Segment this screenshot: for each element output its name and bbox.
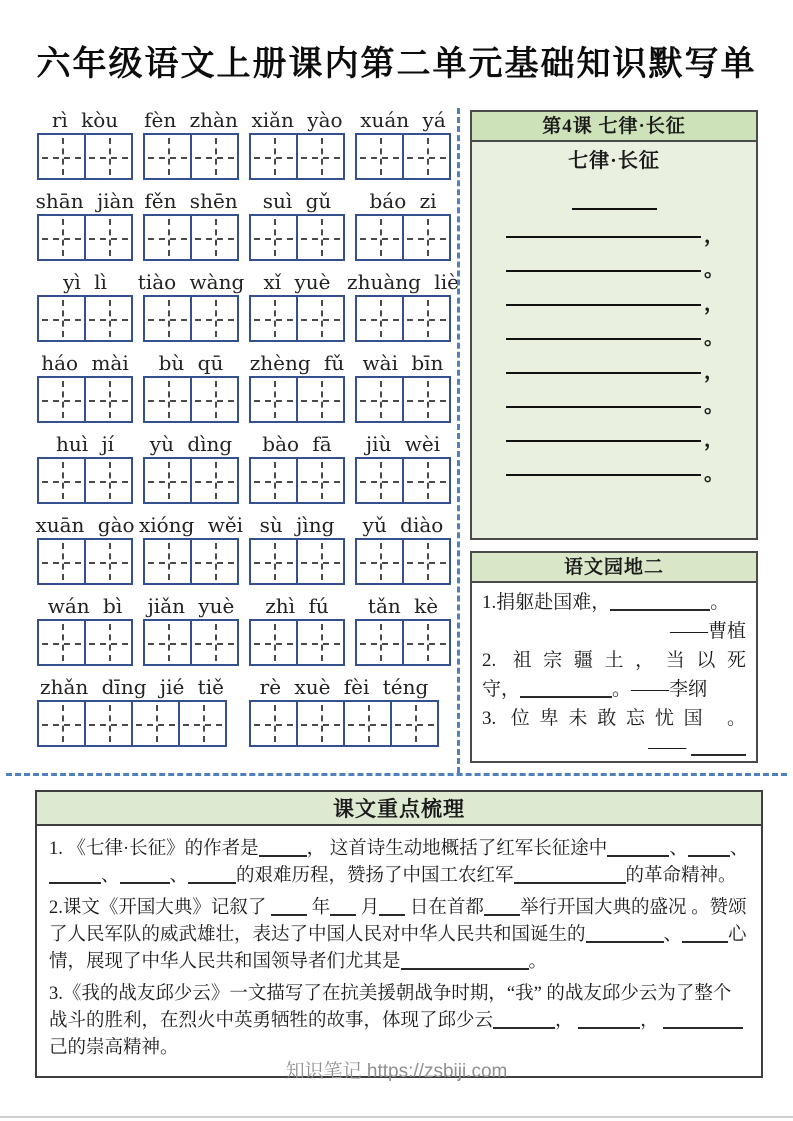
garden-line xyxy=(482,617,746,646)
poem-blank xyxy=(506,474,701,476)
text-run: 、 xyxy=(101,866,120,886)
text-run: 月 xyxy=(356,898,380,918)
text-run: 。——李纲 xyxy=(612,679,708,700)
tianzige-cell xyxy=(145,135,192,178)
page-bottom-edge xyxy=(0,1116,793,1118)
pinyin-word-block xyxy=(143,432,239,504)
writing-grid xyxy=(143,214,239,261)
tianzige-cell xyxy=(357,540,404,583)
pinyin-word-block xyxy=(249,675,439,747)
fill-in-blank xyxy=(586,926,664,943)
tianzige-cell xyxy=(192,459,237,502)
fill-in-blank xyxy=(607,840,669,857)
fill-in-blank xyxy=(401,953,529,970)
text-run: 2. 祖宗疆土，当以死 xyxy=(482,650,746,671)
pinyin-word-block xyxy=(249,189,345,261)
pinyin-label: rì kòu xyxy=(51,108,119,132)
poem-blank xyxy=(506,338,701,340)
text-run: 。 xyxy=(528,952,548,972)
pinyin-row xyxy=(37,270,459,342)
fill-in-blank xyxy=(688,840,730,857)
poem-punctuation: 。 xyxy=(704,463,724,485)
tianzige-cell xyxy=(357,459,404,502)
text-run: 2.课文《开国大典》记叙了 xyxy=(49,898,272,918)
pinyin-word-block xyxy=(37,351,133,423)
text-run: 、 xyxy=(669,839,688,859)
tianzige-cell xyxy=(39,540,86,583)
pinyin-row xyxy=(37,189,451,261)
pinyin-word-block xyxy=(355,351,451,423)
tianzige-cell xyxy=(251,297,298,340)
tianzige-cell xyxy=(39,216,86,259)
pinyin-row xyxy=(37,594,451,666)
summary-panel xyxy=(35,790,763,1078)
poem-author-blank xyxy=(572,194,657,210)
poem-punctuation: 。 xyxy=(704,327,724,349)
pinyin-label: yì lì xyxy=(63,270,107,294)
pinyin-word-block xyxy=(143,189,239,261)
tianzige-cell xyxy=(192,135,237,178)
garden-panel-header: 语文园地二 xyxy=(472,553,756,583)
text-run: 3. 位卑未敢忘忧国 。 xyxy=(482,708,746,729)
text-run: 、 xyxy=(663,925,683,945)
poem-blank xyxy=(506,372,701,374)
writing-grid xyxy=(143,133,239,180)
pinyin-label: huì jí xyxy=(55,432,115,456)
text-run: ， xyxy=(555,1011,579,1031)
text-run: 己的崇高精神。 xyxy=(49,1038,179,1058)
pinyin-row xyxy=(37,108,451,180)
tianzige-cell xyxy=(298,297,343,340)
pinyin-label: xǐ yuè xyxy=(263,270,331,294)
tianzige-cell xyxy=(86,297,131,340)
pinyin-word-block xyxy=(347,270,459,342)
writing-grid xyxy=(355,295,451,342)
tianzige-cell xyxy=(39,459,86,502)
poem-line xyxy=(472,346,756,383)
tianzige-cell xyxy=(39,621,86,664)
writing-grid xyxy=(143,619,239,666)
writing-grid xyxy=(143,376,239,423)
text-run: 1.捐躯赴国难， xyxy=(482,592,611,613)
pinyin-word-block xyxy=(37,432,133,504)
writing-grid xyxy=(143,457,239,504)
tianzige-cell xyxy=(86,378,131,421)
tianzige-cell xyxy=(298,378,343,421)
poem-line xyxy=(472,380,756,417)
tianzige-cell xyxy=(86,621,131,664)
garden-body xyxy=(472,583,756,762)
pinyin-label: tǎn kè xyxy=(367,594,439,618)
pinyin-label: háo mài xyxy=(41,351,129,375)
garden-line xyxy=(482,733,746,762)
text-run: 3.《我的战友邱少云》一文描写了在抗美援朝战争时期，“我” 的战友邱少云为了整个战斗的胜利，在烈火中英勇牺牲的故事，体现了邱少云 xyxy=(49,984,732,1031)
summary-paragraph xyxy=(49,895,749,976)
pinyin-label: zhèng fǔ xyxy=(249,351,345,375)
pinyin-word-block xyxy=(355,189,451,261)
summary-panel-header: 课文重点梳理 xyxy=(37,792,761,826)
tianzige-cell xyxy=(404,378,449,421)
fill-in-blank xyxy=(120,867,170,884)
tianzige-cell xyxy=(298,216,343,259)
text-run: 心情，展现了中华人民共和国领导者们尤其是 xyxy=(49,925,747,972)
poem-blank xyxy=(506,236,701,238)
lesson4-panel xyxy=(470,110,758,540)
lesson4-panel-header: 第4课 七律·长征 xyxy=(472,112,756,142)
tianzige-cell xyxy=(180,702,225,745)
pinyin-label: yù dìng xyxy=(149,432,233,456)
text-run: 、 xyxy=(729,839,749,859)
pinyin-word-block xyxy=(355,594,451,666)
tianzige-cell xyxy=(145,540,192,583)
poem-line xyxy=(472,414,756,451)
pinyin-label: zhì fú xyxy=(265,594,329,618)
writing-grid xyxy=(249,700,439,747)
pinyin-label: wán bì xyxy=(47,594,123,618)
tianzige-cell xyxy=(357,135,404,178)
tianzige-cell xyxy=(86,216,131,259)
pinyin-label: suì gǔ xyxy=(262,189,332,213)
tianzige-cell xyxy=(357,378,404,421)
poem-blank xyxy=(506,440,701,442)
pinyin-label: jiǎn yuè xyxy=(147,594,235,618)
tianzige-cell xyxy=(145,297,192,340)
text-run: ——曹植 xyxy=(669,621,746,642)
tianzige-cell xyxy=(404,297,449,340)
pinyin-word-block xyxy=(37,675,227,747)
garden-line xyxy=(482,588,746,617)
pinyin-label: xuān gào xyxy=(35,513,135,537)
tianzige-cell xyxy=(145,216,192,259)
poem-line xyxy=(472,244,756,281)
tianzige-cell xyxy=(298,459,343,502)
tianzige-cell xyxy=(145,378,192,421)
poem-punctuation: ， xyxy=(704,429,724,451)
tianzige-cell xyxy=(39,135,86,178)
footer-watermark: 知识笔记 https://zsbiji.com xyxy=(285,1061,508,1082)
poem-blank xyxy=(506,406,701,408)
writing-grid xyxy=(355,133,451,180)
writing-grid xyxy=(355,619,451,666)
tianzige-cell xyxy=(145,459,192,502)
pinyin-label: zhuàng liè xyxy=(347,270,459,294)
pinyin-label: shān jiàn xyxy=(35,189,135,213)
writing-grid xyxy=(37,538,133,585)
tianzige-cell xyxy=(404,135,449,178)
tianzige-cell xyxy=(86,702,133,745)
pinyin-label: báo zi xyxy=(369,189,437,213)
tianzige-cell xyxy=(251,621,298,664)
pinyin-label: fěn shēn xyxy=(144,189,238,213)
poem-punctuation: 。 xyxy=(704,395,724,417)
pinyin-word-block xyxy=(138,513,244,585)
tianzige-cell xyxy=(251,702,298,745)
garden-line xyxy=(482,704,746,733)
writing-grid xyxy=(143,295,239,342)
text-run: 、 xyxy=(169,866,189,886)
writing-grid xyxy=(37,133,133,180)
writing-grid xyxy=(37,457,133,504)
pinyin-row xyxy=(37,513,451,585)
horizontal-dashed-divider xyxy=(6,773,787,776)
tianzige-cell xyxy=(298,135,343,178)
pinyin-label: xuán yá xyxy=(360,108,446,132)
pinyin-word-block xyxy=(249,513,345,585)
fill-in-blank xyxy=(493,1012,555,1029)
writing-grid xyxy=(355,457,451,504)
pinyin-row xyxy=(37,432,451,504)
pinyin-word-block xyxy=(355,513,451,585)
writing-grid xyxy=(249,295,345,342)
tianzige-cell xyxy=(192,621,237,664)
pinyin-word-block xyxy=(37,270,133,342)
pinyin-word-block xyxy=(37,108,133,180)
tianzige-cell xyxy=(133,702,180,745)
summary-paragraph xyxy=(49,981,749,1062)
fill-in-blank xyxy=(188,867,236,884)
tianzige-cell xyxy=(86,459,131,502)
writing-grid xyxy=(249,538,345,585)
tianzige-cell xyxy=(298,540,343,583)
tianzige-cell xyxy=(192,216,237,259)
fill-in-blank xyxy=(691,739,746,756)
writing-grid xyxy=(355,376,451,423)
tianzige-cell xyxy=(404,621,449,664)
tianzige-cell xyxy=(86,135,131,178)
tianzige-cell xyxy=(251,216,298,259)
tianzige-cell xyxy=(404,216,449,259)
fill-in-blank xyxy=(259,840,307,857)
fill-in-blank xyxy=(484,899,520,916)
poem-blank xyxy=(506,304,701,306)
tianzige-cell xyxy=(192,378,237,421)
pinyin-word-block xyxy=(355,108,451,180)
pinyin-row xyxy=(37,675,451,747)
tianzige-cell xyxy=(298,702,345,745)
pinyin-word-block xyxy=(37,189,133,261)
poem-punctuation: 。 xyxy=(704,259,724,281)
fill-in-blank xyxy=(682,926,728,943)
writing-grid xyxy=(249,214,345,261)
poem-punctuation: ， xyxy=(704,361,724,383)
tianzige-cell xyxy=(251,378,298,421)
tianzige-cell xyxy=(145,621,192,664)
tianzige-cell xyxy=(298,621,343,664)
pinyin-word-block xyxy=(249,270,345,342)
text-run: 举行开国大典的盛况 。赞颂了人民军队的威武雄壮，表达了中国人民对中华人民共和国诞生的 xyxy=(49,898,747,945)
fill-in-blank xyxy=(271,899,307,916)
writing-grid xyxy=(249,376,345,423)
pinyin-label: jiù wèi xyxy=(365,432,441,456)
pinyin-word-block xyxy=(143,351,239,423)
pinyin-label: bù qū xyxy=(158,351,224,375)
garden-panel xyxy=(470,551,758,763)
garden-line xyxy=(482,646,746,675)
pinyin-label: tiào wàng xyxy=(137,270,245,294)
fill-in-blank xyxy=(663,1012,743,1029)
pinyin-label: sù jìng xyxy=(259,513,335,537)
vertical-dashed-divider xyxy=(457,108,460,773)
tianzige-cell xyxy=(39,378,86,421)
writing-grid xyxy=(249,457,345,504)
fill-in-blank xyxy=(379,899,405,916)
pinyin-practice-section xyxy=(35,108,459,756)
tianzige-cell xyxy=(39,297,86,340)
writing-grid xyxy=(37,295,133,342)
tianzige-cell xyxy=(39,702,86,745)
pinyin-word-block xyxy=(37,513,133,585)
poem-line xyxy=(472,278,756,315)
text-run: 。 xyxy=(710,592,730,613)
text-run: 的艰难历程，赞扬了中国工农红军 xyxy=(236,866,514,886)
writing-grid xyxy=(37,619,133,666)
pinyin-word-block xyxy=(143,108,239,180)
pinyin-word-block xyxy=(249,351,345,423)
fill-in-blank xyxy=(578,1012,640,1029)
tianzige-cell xyxy=(86,540,131,583)
tianzige-cell xyxy=(357,621,404,664)
writing-grid xyxy=(37,214,133,261)
pinyin-row xyxy=(37,351,451,423)
pinyin-label: xiǎn yào xyxy=(251,108,343,132)
pinyin-word-block xyxy=(249,108,345,180)
text-run: 年 xyxy=(307,898,331,918)
tianzige-cell xyxy=(357,216,404,259)
pinyin-word-block xyxy=(249,594,345,666)
poem-line xyxy=(472,448,756,485)
tianzige-cell xyxy=(251,459,298,502)
pinyin-word-block xyxy=(37,594,133,666)
writing-grid xyxy=(355,538,451,585)
poem-punctuation: ， xyxy=(704,293,724,315)
fill-in-blank xyxy=(520,681,612,698)
summary-body xyxy=(37,826,761,1072)
writing-grid xyxy=(37,376,133,423)
text-run: 日在首都 xyxy=(405,898,484,918)
tianzige-cell xyxy=(392,702,437,745)
pinyin-label: yǔ diào xyxy=(362,513,444,537)
text-run: 守， xyxy=(482,679,521,700)
tianzige-cell xyxy=(251,135,298,178)
pinyin-label: wài bīn xyxy=(362,351,444,375)
poem-body xyxy=(472,194,756,485)
tianzige-cell xyxy=(357,297,404,340)
pinyin-label: fèn zhàn xyxy=(144,108,238,132)
fill-in-blank xyxy=(49,867,101,884)
page-title: 六年级语文上册课内第二单元基础知识默写单 xyxy=(36,46,757,83)
pinyin-word-block xyxy=(355,432,451,504)
writing-grid xyxy=(249,619,345,666)
writing-grid xyxy=(37,700,227,747)
pinyin-label: rè xuè fèi téng xyxy=(259,675,429,699)
poem-title: 七律·长征 xyxy=(568,150,660,172)
text-run: 1. 《七律·长征》的作者是 xyxy=(49,839,259,859)
tianzige-cell xyxy=(404,540,449,583)
poem-punctuation: ， xyxy=(704,225,724,247)
text-run: ， xyxy=(640,1011,664,1031)
pinyin-word-block xyxy=(143,594,239,666)
tianzige-cell xyxy=(192,297,237,340)
pinyin-label: bào fā xyxy=(262,432,332,456)
tianzige-cell xyxy=(345,702,392,745)
pinyin-label: xióng wěi xyxy=(138,513,244,537)
text-run: —— xyxy=(648,737,691,758)
fill-in-blank xyxy=(330,899,356,916)
fill-in-blank xyxy=(610,594,710,611)
text-run: ， 这首诗生动地概括了红军长征途中 xyxy=(306,839,608,859)
tianzige-cell xyxy=(192,540,237,583)
tianzige-cell xyxy=(404,459,449,502)
summary-paragraph xyxy=(49,836,749,890)
poem-line xyxy=(472,210,756,247)
text-run: 的革命精神。 xyxy=(625,866,737,886)
writing-grid xyxy=(249,133,345,180)
writing-grid xyxy=(143,538,239,585)
fill-in-blank xyxy=(514,867,626,884)
writing-grid xyxy=(355,214,451,261)
pinyin-label: zhǎn dīng jié tiě xyxy=(40,675,224,699)
poem-blank xyxy=(506,270,701,272)
pinyin-word-block xyxy=(137,270,245,342)
poem-line xyxy=(472,312,756,349)
tianzige-cell xyxy=(251,540,298,583)
garden-line xyxy=(482,675,746,704)
pinyin-word-block xyxy=(249,432,345,504)
